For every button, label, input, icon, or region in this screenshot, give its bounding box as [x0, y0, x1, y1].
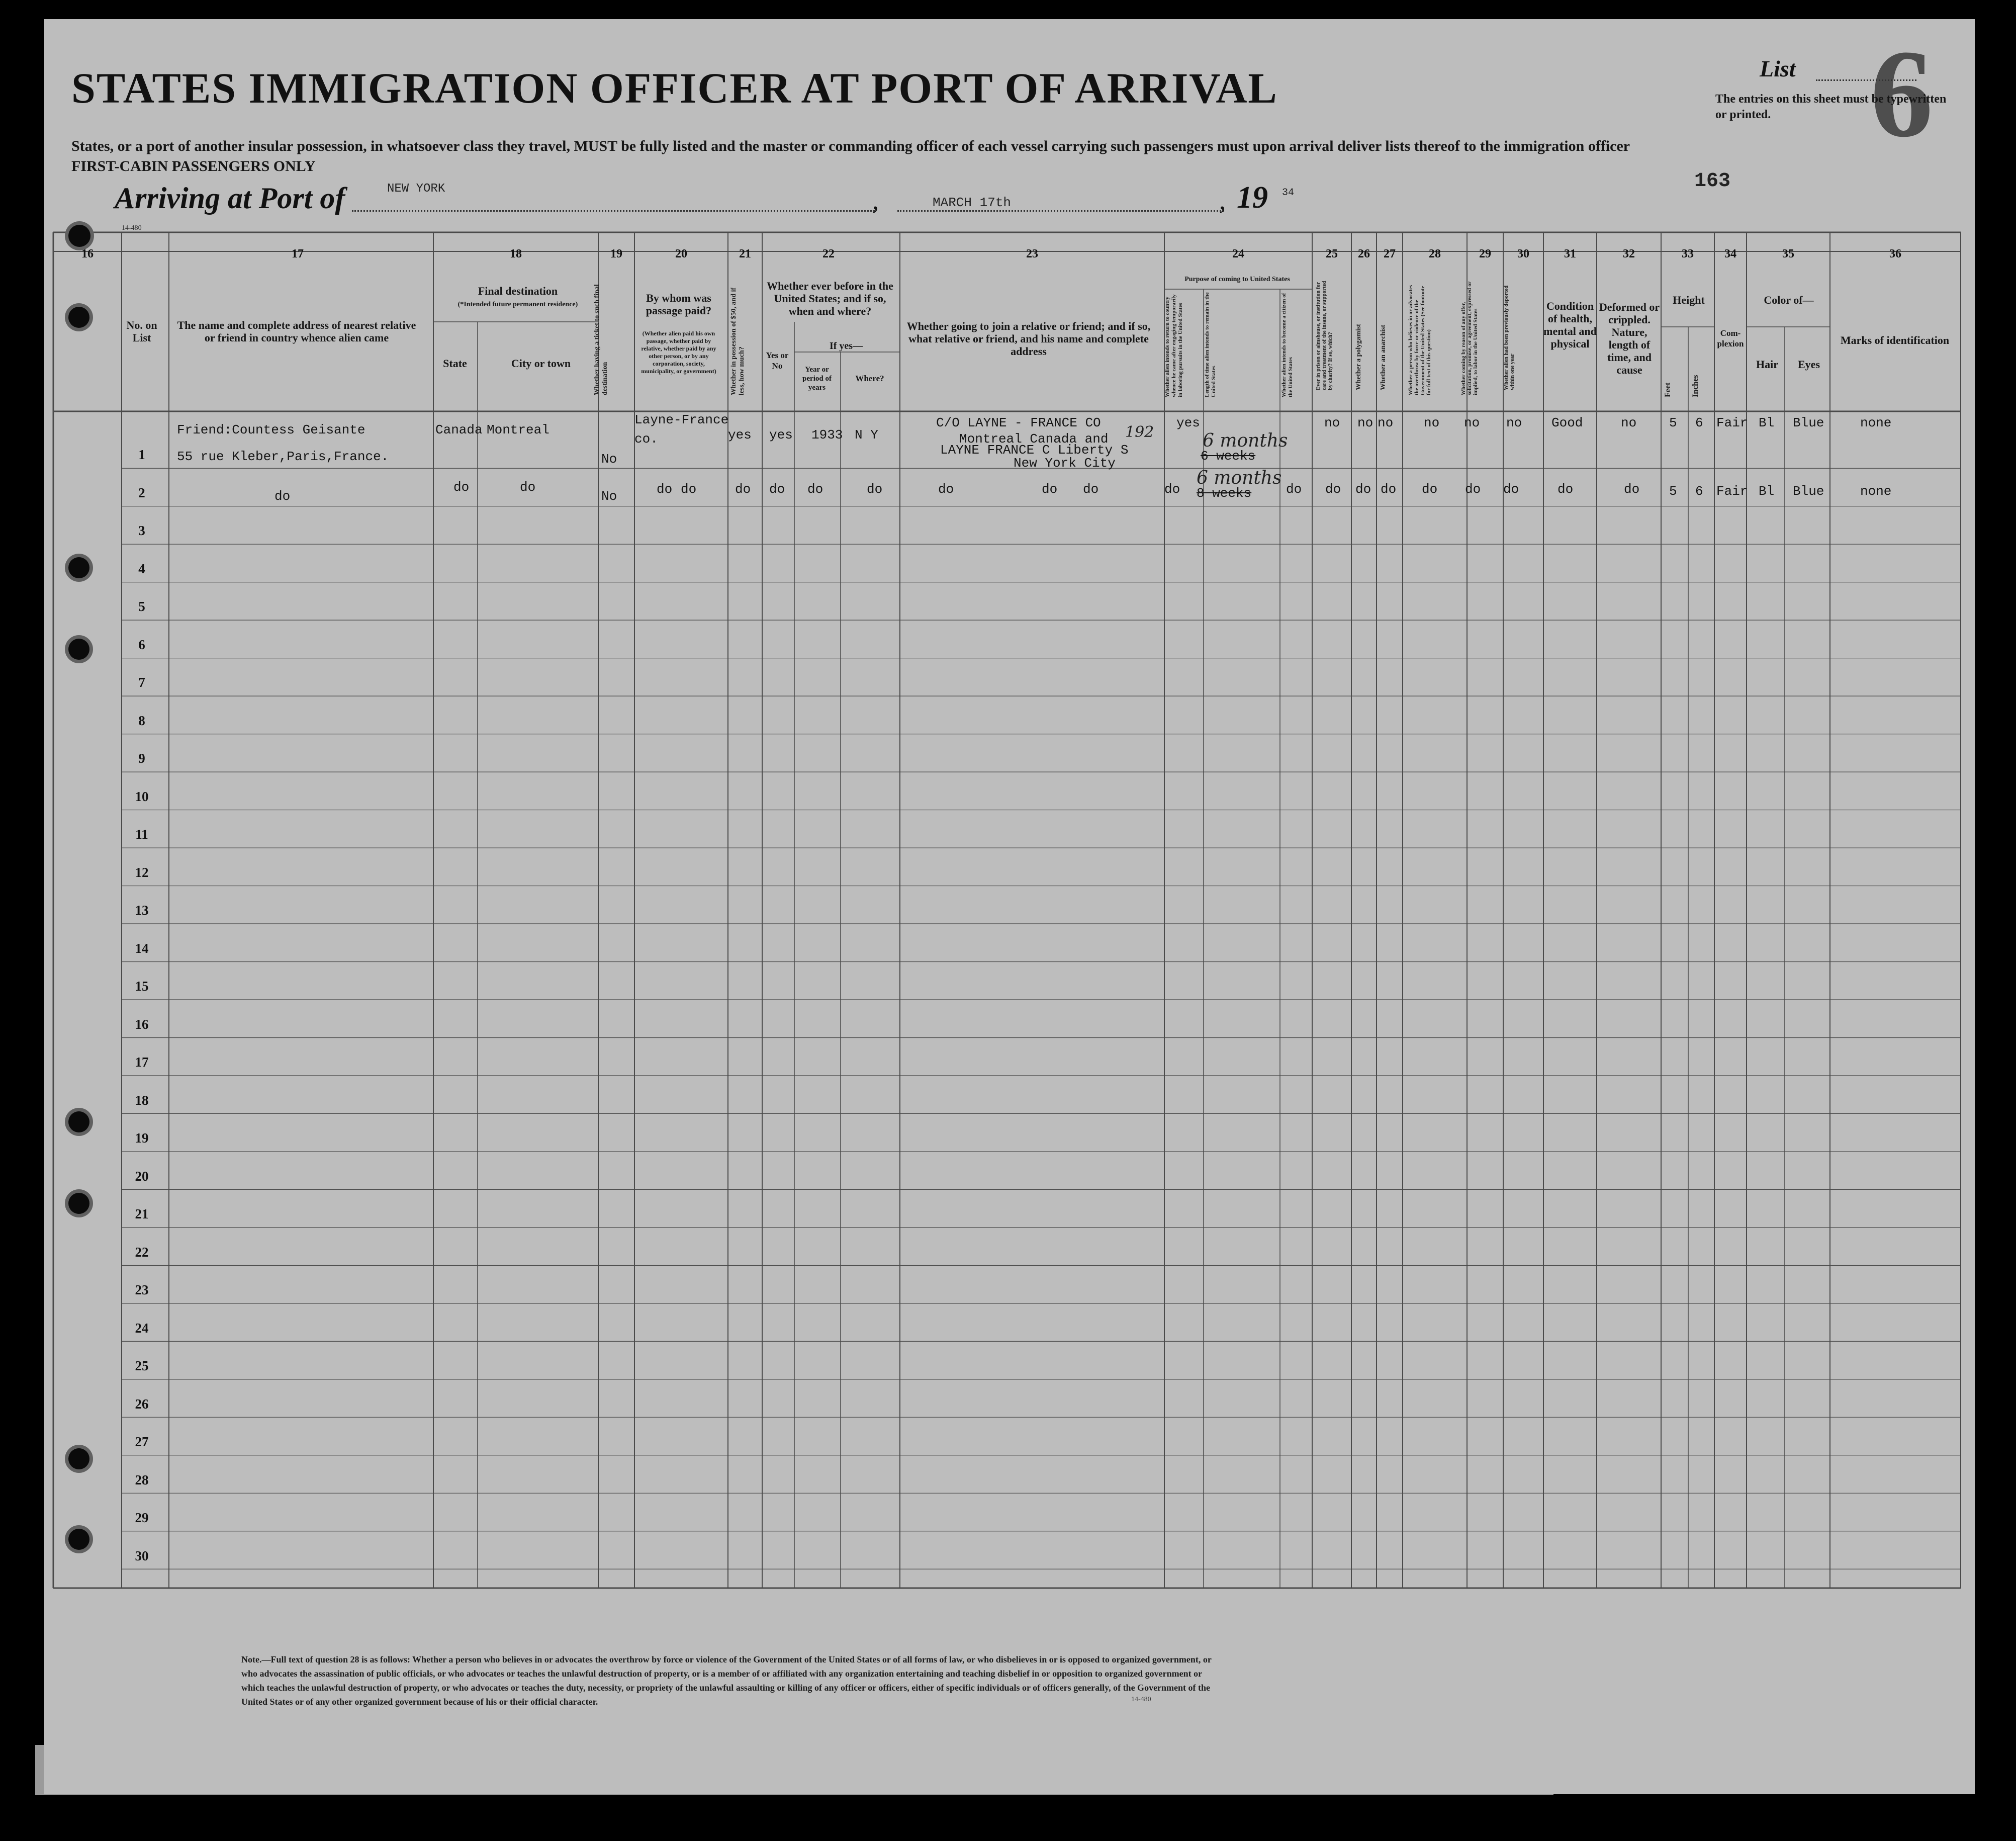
- row2-inches: 6: [1695, 484, 1703, 499]
- row2-city: do: [520, 480, 536, 495]
- column-number: 19: [610, 247, 622, 260]
- row2-money: do: [735, 482, 751, 497]
- header-color-of: Color of—: [1764, 294, 1814, 306]
- header-ever-before: Whether ever before in the United States; and if so, when and where?: [767, 280, 893, 317]
- column-number: 25: [1326, 247, 1338, 260]
- row-number: 19: [135, 1130, 149, 1146]
- row1-health: Good: [1551, 415, 1583, 430]
- column-number: 21: [739, 247, 751, 260]
- row2-purpose-return: do: [1164, 482, 1180, 497]
- row2-passage-a: do: [657, 482, 673, 497]
- row2-feet: 5: [1669, 484, 1677, 499]
- row2-eyes: Blue: [1793, 484, 1824, 499]
- header-q28: Whether a person who believes in or advocates the overthrow by force or violence of the Government of the United States (See footnote for full text of this question): [1408, 285, 1432, 395]
- row-number: 25: [135, 1358, 149, 1374]
- arrival-date: MARCH 17th: [933, 195, 1012, 210]
- binder-hole-icon: [68, 1448, 89, 1469]
- row-number: 29: [135, 1510, 149, 1526]
- row1-q29: no: [1464, 415, 1480, 430]
- column-number: 28: [1429, 247, 1441, 260]
- header-purpose-return: Whether alien intends to return to country whence he came after engaging temporarily in laboring pursuits in the United States: [1164, 294, 1183, 397]
- passenger-class: FIRST-CABIN PASSENGERS ONLY: [71, 158, 316, 174]
- row1-hair: Bl: [1759, 415, 1775, 430]
- row-number: 7: [138, 675, 145, 690]
- column-number: 20: [675, 247, 687, 260]
- header-height: Height: [1673, 294, 1705, 306]
- row-number: 14: [135, 940, 149, 956]
- date-rule: [897, 210, 1224, 212]
- row-number: 27: [135, 1434, 149, 1450]
- row1-anarchist: no: [1378, 415, 1394, 430]
- row1-state: Canada: [435, 422, 483, 437]
- row2-anarchist: do: [1381, 482, 1397, 497]
- row1-length-struck: 6 weeks: [1201, 449, 1256, 464]
- row1-marks: none: [1860, 415, 1892, 430]
- row-number: 16: [135, 1016, 149, 1032]
- header-deformed: Deformed or crippled. Nature, length of time, and cause: [1599, 301, 1660, 376]
- row1-q28: no: [1424, 415, 1440, 430]
- row1-purpose-return: yes: [1176, 415, 1200, 430]
- row-number: 30: [135, 1548, 149, 1563]
- row2-q28: do: [1422, 482, 1438, 497]
- row-number: 17: [135, 1055, 149, 1070]
- header-city: City or town: [511, 357, 571, 370]
- column-number: 16: [81, 247, 94, 260]
- header-hair: Hair: [1756, 358, 1778, 371]
- row2-year: do: [807, 482, 823, 497]
- header-yes-no: Yes or No: [766, 350, 789, 371]
- year-prefix: 19: [1237, 181, 1268, 215]
- row1-passage-line2: co.: [634, 431, 658, 447]
- comma: ,: [1219, 187, 1226, 215]
- row-number: 13: [135, 903, 149, 918]
- row2-length-handwritten: 6 months: [1197, 468, 1282, 488]
- row-number: 3: [138, 523, 145, 539]
- row1-complexion: Fair: [1716, 415, 1748, 430]
- header-purpose-length: Length of time alien intends to remain in the United States: [1204, 292, 1217, 397]
- row1-inches: 6: [1695, 415, 1703, 430]
- header-q29: Whether coming by reason of any offer, solicitation, promise, or agreement, expressed or implied, to labor in the United States: [1460, 281, 1479, 395]
- header-money: Whether in possession of $50, and if less, how much?: [730, 287, 746, 395]
- row1-join-line4: New York City: [1014, 456, 1116, 471]
- row-number: 23: [135, 1282, 149, 1298]
- row1-join-line2: Montreal Canada and: [959, 431, 1109, 447]
- header-year-period: Year or period of years: [802, 366, 832, 392]
- row2-q30: do: [1503, 482, 1519, 497]
- header-final-destination: Final destination: [478, 285, 558, 297]
- header-purpose: Purpose of coming to United States: [1184, 276, 1290, 283]
- binder-hole-icon: [68, 639, 89, 660]
- header-health: Condition of health, mental and physical: [1543, 300, 1597, 350]
- row1-length-handwritten: 6 months: [1203, 430, 1288, 451]
- binder-hole-icon: [68, 307, 89, 328]
- header-feet: Feet: [1664, 382, 1672, 397]
- row2-join-b: do: [1042, 482, 1058, 497]
- row2-where: do: [867, 482, 883, 497]
- year-suffix: 34: [1282, 187, 1295, 199]
- row-number: 22: [135, 1244, 149, 1260]
- row1-ever-before: yes: [769, 427, 793, 443]
- row-number: 21: [135, 1206, 149, 1222]
- row1-relative-line1: Friend:Countess Geisante: [177, 422, 365, 437]
- list-number: 6: [1870, 24, 1933, 163]
- row2-relative: do: [274, 489, 291, 504]
- column-number: 23: [1026, 247, 1038, 260]
- header-anarchist: Whether an anarchist: [1380, 324, 1387, 390]
- header-complexion: Com-plexion: [1717, 328, 1744, 348]
- column-number: 24: [1232, 247, 1244, 260]
- row1-join-line3: LAYNE FRANCE C Liberty S: [940, 443, 1129, 458]
- header-joining: Whether going to join a relative or friend; and if so, what relative or friend, and his name and complete address: [906, 320, 1151, 358]
- header-inches: Inches: [1691, 375, 1700, 397]
- form-instructions: States, or a port of another insular possession, in whatsoever class they travel, MUST be fully listed and the master or commanding officer of each vessel carrying such passengers must upon arrival deliver lists thereof to the immigration officer: [71, 138, 1630, 154]
- row1-relative-line2: 55 rue Kleber,Paris,France.: [177, 449, 389, 464]
- column-number: 31: [1564, 247, 1576, 260]
- row2-polygamist: do: [1355, 482, 1371, 497]
- port-label: Arriving at Port of: [115, 182, 345, 215]
- binder-hole-icon: [68, 1111, 89, 1132]
- row2-join-c: do: [1083, 482, 1099, 497]
- row1-join-line1: C/O LAYNE - FRANCE CO: [936, 415, 1101, 430]
- row2-hair: Bl: [1759, 484, 1775, 499]
- column-number: 33: [1682, 247, 1694, 260]
- row1-where: N Y: [855, 427, 878, 443]
- row1-money: yes: [728, 427, 752, 443]
- row2-ticket: No: [601, 489, 617, 504]
- row2-deformed: do: [1624, 482, 1640, 497]
- row-number: 20: [135, 1168, 149, 1184]
- column-number: 29: [1479, 247, 1491, 260]
- row-number: 6: [138, 637, 145, 652]
- column-number: 26: [1358, 247, 1370, 260]
- binder-hole-icon: [68, 557, 89, 578]
- form-code-bottom: 14-480: [1131, 1696, 1151, 1703]
- row1-join-handwritten: 192: [1125, 423, 1154, 441]
- header-ticket: Whether having a ticket to such final destination: [593, 284, 609, 395]
- row2-passage-b: do: [681, 482, 697, 497]
- header-if-yes: If yes—: [829, 340, 863, 352]
- column-number: 32: [1623, 247, 1635, 260]
- row1-year: 1933: [811, 427, 843, 443]
- header-passage-note: (Whether alien paid his own passage, whether paid by relative, whether paid by any other person, or by any corporation, society, municipality, or government): [641, 330, 716, 375]
- row1-ticket: No: [601, 452, 617, 467]
- row1-prison: no: [1324, 415, 1340, 430]
- row2-state: do: [453, 480, 470, 495]
- column-number: 22: [822, 247, 835, 260]
- footnote-question-28: Note.—Full text of question 28 is as follows: Whether a person who believes in or advocates the overthrow by force or violence of the Government of the United States or of all forms of law, or who disbelieves in or is opposed to organized government, or who advocates the assassination of public officials, or who advocates or teaches the unlawful destruction of property, or is a member of or affiliated with any organization entertaining and teaching disbelief in or opposition to organized government or which teaches the unlawful destruction of property, or who advocates or teaches the duty, necessity, or propriety of the unlawful assaulting or killing of any officer or officers, either of specific individuals or of officers generally, of the Government of the United States or of any other organized government because of his or their official character.: [241, 1654, 1212, 1707]
- header-final-destination-note: (*Intended future permanent residence): [457, 301, 578, 308]
- column-number: 30: [1517, 247, 1529, 260]
- row2-citizen: do: [1286, 482, 1302, 497]
- header-q30: Whether alien had been previously deported within one year: [1503, 285, 1515, 390]
- row-number: 11: [135, 827, 148, 842]
- row2-join-a: do: [938, 482, 954, 497]
- header-prison: Ever in prison or almshouse, or institution for care and treatment of the insane, or supported by charity? If so, which?: [1315, 281, 1333, 390]
- header-nearest-relative: The name and complete address of nearest relative or friend in country whence alien came: [177, 319, 416, 344]
- header-no-on-list: No. on List: [126, 319, 157, 344]
- row-number: 5: [138, 599, 145, 615]
- column-number: 27: [1384, 247, 1396, 260]
- binder-hole-icon: [68, 1193, 89, 1214]
- row-number: 24: [135, 1320, 149, 1336]
- header-marks: Marks of identification: [1840, 334, 1950, 346]
- binder-hole-icon: [68, 1529, 89, 1550]
- sheet-number: 163: [1694, 170, 1731, 193]
- column-number: 35: [1782, 247, 1794, 260]
- header-purpose-citizen: Whether alien intends to become a citizen of the United States: [1281, 293, 1294, 397]
- binder-hole-icon: [68, 225, 90, 247]
- row-number: 4: [138, 561, 145, 576]
- row-number: 12: [135, 864, 149, 880]
- row-number: 8: [138, 713, 145, 728]
- header-eyes: Eyes: [1798, 358, 1820, 371]
- row1-deformed: no: [1621, 415, 1637, 430]
- form-title: STATES IMMIGRATION OFFICER AT PORT OF ARRIVAL: [71, 64, 1278, 112]
- row-number: 28: [135, 1472, 149, 1487]
- row1-q30: no: [1506, 415, 1522, 430]
- list-label: List: [1760, 56, 1796, 81]
- row2-length-struck: 8 weeks: [1197, 486, 1252, 501]
- header-state: State: [443, 357, 467, 370]
- column-number: 36: [1889, 247, 1901, 260]
- list-note: The entries on this sheet must be typewritten or printed.: [1715, 93, 1947, 121]
- column-number: 17: [292, 247, 304, 260]
- row1-eyes: Blue: [1793, 415, 1824, 430]
- row2-ever-before: do: [769, 482, 785, 497]
- column-number: 18: [510, 247, 522, 260]
- row-number: 15: [135, 979, 149, 994]
- row2-complexion: Fair: [1716, 484, 1748, 499]
- form-code-top: 14-480: [122, 224, 142, 232]
- column-number: 34: [1724, 247, 1736, 260]
- header-polygamist: Whether a polygamist: [1355, 324, 1362, 390]
- port-value: NEW YORK: [387, 182, 445, 196]
- row-number: 2: [138, 485, 145, 500]
- row2-q29: do: [1465, 482, 1481, 497]
- row1-polygamist: no: [1357, 415, 1373, 430]
- row-number: 9: [138, 751, 145, 766]
- row-number: 10: [135, 788, 149, 804]
- row2-prison: do: [1325, 482, 1341, 497]
- row1-city: Montreal: [487, 422, 549, 437]
- row-number: 18: [135, 1092, 149, 1108]
- row1-passage-line1: Layne-France: [634, 412, 729, 427]
- row2-health: do: [1557, 482, 1574, 497]
- comma: ,: [872, 187, 879, 215]
- header-where: Where?: [855, 374, 884, 383]
- row1-feet: 5: [1669, 415, 1677, 430]
- header-passage-paid: By whom was passage paid?: [646, 292, 712, 317]
- row-number: 26: [135, 1396, 149, 1412]
- row-number: 1: [138, 447, 145, 463]
- port-rule: [352, 210, 875, 212]
- row2-marks: none: [1860, 484, 1892, 499]
